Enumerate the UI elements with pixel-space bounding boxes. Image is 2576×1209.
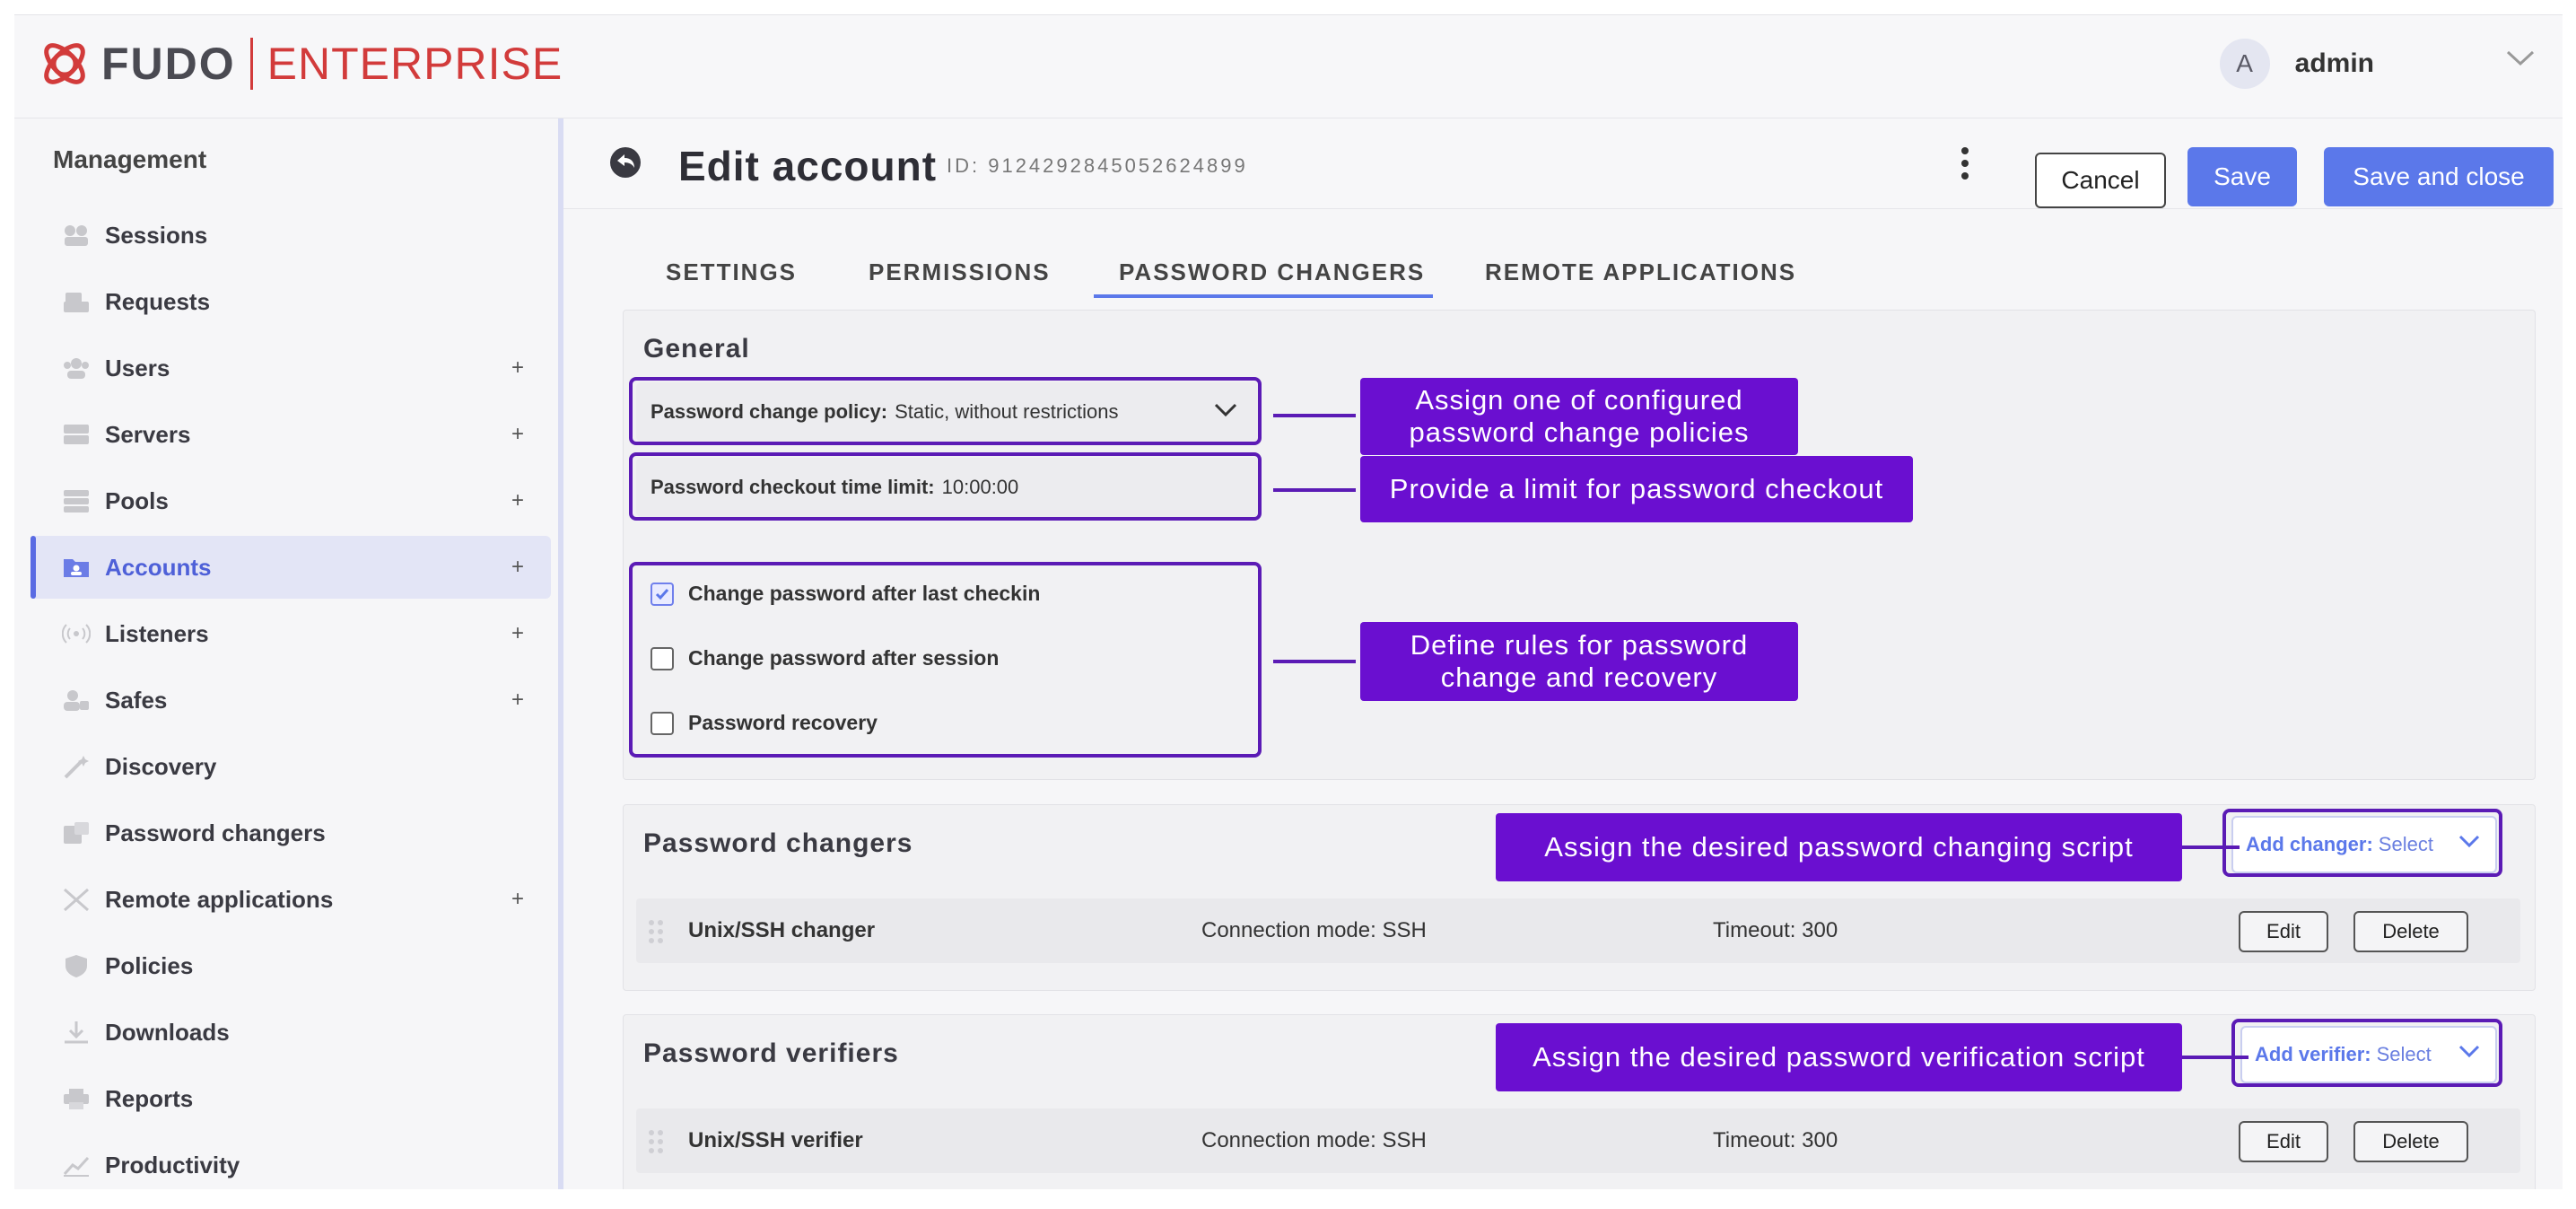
sidebar-title: Management xyxy=(53,145,207,173)
sidebar-item-label: Policies xyxy=(105,951,194,979)
add-changer-value: Select xyxy=(2378,833,2433,855)
sidebar-item-label: Password changers xyxy=(105,819,326,846)
fudo-logo[interactable] xyxy=(39,35,563,92)
sidebar-item-downloads[interactable] xyxy=(31,1001,551,1064)
sidebar-item-label: Listeners xyxy=(105,619,209,647)
edit-button[interactable]: Edit xyxy=(2239,911,2328,952)
requests-icon xyxy=(61,288,92,315)
remote-applications-icon xyxy=(61,886,92,913)
add-icon[interactable]: + xyxy=(511,555,525,579)
save-button[interactable]: Save xyxy=(2187,147,2297,206)
sidebar-item-label: Sessions xyxy=(105,221,208,249)
sidebar xyxy=(14,118,556,1189)
add-icon[interactable]: + xyxy=(511,688,525,712)
sidebar-item-password-changers[interactable] xyxy=(31,802,551,864)
add-verifier-label: Add verifier: xyxy=(2255,1043,2371,1065)
drag-handle-icon[interactable] xyxy=(647,1128,665,1155)
callout-checkout: Provide a limit for password checkout xyxy=(1360,456,1913,522)
connector-line xyxy=(2182,845,2240,849)
checkout-value: 10:00:00 xyxy=(941,476,1019,498)
tab-password-changers[interactable]: PASSWORD CHANGERS xyxy=(1119,258,1426,285)
policy-highlight xyxy=(629,377,1262,445)
connector-line xyxy=(2182,1056,2249,1059)
table-row[interactable] xyxy=(636,1108,2520,1173)
checkout-label: Password checkout time limit: xyxy=(651,476,935,498)
add-icon[interactable]: + xyxy=(511,887,525,911)
chevron-down-icon[interactable] xyxy=(2505,49,2536,67)
sidebar-item-policies[interactable] xyxy=(31,934,551,997)
sidebar-item-users[interactable] xyxy=(31,337,551,399)
sidebar-item-label: Requests xyxy=(105,287,211,315)
sidebar-item-sessions[interactable] xyxy=(31,204,551,267)
avatar[interactable]: A xyxy=(2220,39,2270,89)
checkbox-label: Password recovery xyxy=(688,711,878,734)
back-icon[interactable] xyxy=(608,145,642,180)
add-icon[interactable]: + xyxy=(511,422,525,446)
downloads-icon xyxy=(61,1019,92,1046)
sidebar-item-label: Accounts xyxy=(105,553,212,581)
tab-settings[interactable]: SETTINGS xyxy=(666,258,798,285)
sidebar-item-listeners[interactable] xyxy=(31,602,551,665)
policies-icon xyxy=(61,952,92,979)
rules-highlight xyxy=(629,562,1262,758)
policy-label: Password change policy: xyxy=(651,400,888,423)
logo-separator xyxy=(250,38,253,90)
connection-mode: Connection mode: SSH xyxy=(1201,1128,1427,1152)
sidebar-item-productivity[interactable] xyxy=(31,1134,551,1189)
add-icon[interactable]: + xyxy=(511,488,525,513)
add-verifier-highlight xyxy=(2231,1019,2502,1087)
pools-icon xyxy=(61,487,92,514)
drag-handle-icon[interactable] xyxy=(647,918,665,945)
changer-name: Unix/SSH changer xyxy=(688,918,876,942)
add-changer-label: Add changer: xyxy=(2246,833,2373,855)
callout-changer: Assign the desired password changing script xyxy=(1496,813,2182,881)
general-title: General xyxy=(643,334,750,364)
reports-icon xyxy=(61,1085,92,1112)
callout-policy: Assign one of configured password change policies xyxy=(1360,378,1798,455)
cancel-button[interactable]: Cancel xyxy=(2035,153,2166,208)
user-menu[interactable] xyxy=(2220,39,2536,89)
accounts-icon xyxy=(61,554,92,581)
connector-line xyxy=(1273,660,1356,663)
discovery-icon xyxy=(61,753,92,780)
main-content xyxy=(563,118,2563,1189)
sessions-icon xyxy=(61,222,92,249)
callout-rules: Define rules for password change and recovery xyxy=(1360,622,1798,701)
checkbox-label: Change password after last checkin xyxy=(688,582,1041,605)
user-name[interactable]: admin xyxy=(2294,48,2374,78)
sidebar-item-label: Servers xyxy=(105,420,191,448)
users-icon xyxy=(61,355,92,381)
safes-icon xyxy=(61,687,92,714)
sidebar-item-pools[interactable] xyxy=(31,469,551,532)
tab-permissions[interactable]: PERMISSIONS xyxy=(869,258,1051,285)
sidebar-item-label: Remote applications xyxy=(105,885,334,913)
sidebar-item-label: Reports xyxy=(105,1084,194,1112)
connector-line xyxy=(1273,488,1356,492)
sidebar-item-label: Pools xyxy=(105,486,169,514)
password-changers-icon xyxy=(61,819,92,846)
verifier-name: Unix/SSH verifier xyxy=(688,1128,863,1152)
sidebar-item-reports[interactable] xyxy=(31,1067,551,1130)
add-icon[interactable]: + xyxy=(511,355,525,380)
password-verifiers-title: Password verifiers xyxy=(643,1038,899,1068)
sidebar-item-remote-applications[interactable] xyxy=(31,868,551,931)
active-tab-indicator xyxy=(1094,294,1433,298)
sidebar-item-label: Safes xyxy=(105,686,168,714)
delete-button[interactable]: Delete xyxy=(2353,911,2468,952)
servers-icon xyxy=(61,421,92,448)
sidebar-item-discovery[interactable] xyxy=(31,735,551,798)
logo-product-text: ENTERPRISE xyxy=(266,39,563,89)
sidebar-item-servers[interactable] xyxy=(31,403,551,466)
page-title: Edit account xyxy=(678,143,938,189)
checkbox-label: Change password after session xyxy=(688,646,1000,670)
policy-value: Static, without restrictions xyxy=(895,400,1119,423)
app-header xyxy=(14,15,2563,118)
page-toolbar xyxy=(563,118,2563,209)
sidebar-item-label: Users xyxy=(105,354,170,381)
add-icon[interactable]: + xyxy=(511,621,525,645)
connection-mode: Connection mode: SSH xyxy=(1201,918,1427,942)
add-changer-highlight xyxy=(2222,809,2502,877)
table-row[interactable] xyxy=(636,898,2520,963)
app-frame xyxy=(14,14,2563,1189)
add-verifier-value: Select xyxy=(2376,1043,2432,1065)
sidebar-item-accounts[interactable] xyxy=(31,536,551,599)
password-changers-title: Password changers xyxy=(643,828,913,858)
sidebar-item-label: Productivity xyxy=(105,1151,240,1178)
delete-button[interactable]: Delete xyxy=(2353,1121,2468,1162)
account-id: ID: 9124292845052624899 xyxy=(947,154,1248,177)
productivity-icon xyxy=(61,1152,92,1178)
sidebar-item-safes[interactable] xyxy=(31,669,551,732)
sidebar-item-requests[interactable] xyxy=(31,270,551,333)
edit-button[interactable]: Edit xyxy=(2239,1121,2328,1162)
more-options-icon[interactable] xyxy=(1960,145,1970,181)
checkout-highlight xyxy=(629,452,1262,521)
logo-brand-text: FUDO xyxy=(101,39,236,89)
sidebar-item-label: Discovery xyxy=(105,752,217,780)
listeners-icon xyxy=(61,620,92,647)
timeout: Timeout: 300 xyxy=(1713,918,1838,942)
callout-verifier: Assign the desired password verification script xyxy=(1496,1023,2182,1091)
tab-remote-applications[interactable]: REMOTE APPLICATIONS xyxy=(1485,258,1797,285)
timeout: Timeout: 300 xyxy=(1713,1128,1838,1152)
fudo-logo-icon xyxy=(39,38,91,90)
connector-line xyxy=(1273,414,1356,417)
sidebar-item-label: Downloads xyxy=(105,1018,230,1046)
save-and-close-button[interactable]: Save and close xyxy=(2324,147,2554,206)
